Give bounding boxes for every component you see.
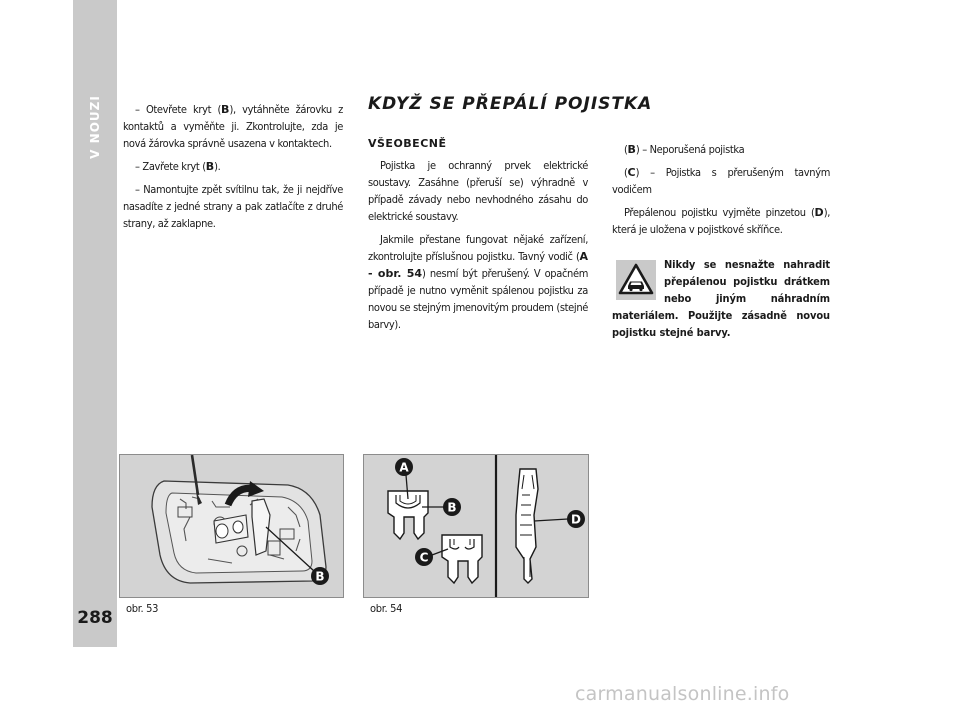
warning-car-triangle-icon	[616, 260, 656, 300]
subheading: VŠEOBECNĚ	[368, 137, 447, 150]
paragraph-check-fuse: Jakmile přestane fungovat nějaké zařízení, zkontrolujte příslušnou pojistku. Tavný vodič (A - obr. 54) nesmí být přerušený. V opačném případě je nutno vyměnit spálenou pojistku za novou se stejným jmenovitým proudem (stejné barvy).	[368, 233, 589, 331]
figure-54-fuses	[363, 454, 589, 598]
paragraph-remove-fuse: Přepálenou pojistku vyjměte pinzetou (D), která je uložena v pojistkové skříňce.	[612, 206, 830, 236]
caption-54: obr. 54	[370, 602, 403, 615]
label-c: C	[419, 550, 429, 565]
section-heading: KDYŽ SE PŘEPÁLÍ POJISTKA	[368, 94, 653, 114]
label-b: B	[447, 500, 457, 515]
watermark: carmanualsonline.info	[575, 683, 790, 705]
caption-53: obr. 53	[126, 602, 159, 615]
fuse-illustration	[364, 455, 589, 598]
figure-53-lamp	[119, 454, 344, 598]
sidebar	[73, 0, 117, 647]
warning-box	[612, 256, 830, 341]
label-d: D	[571, 512, 581, 527]
paragraph-refit-lamp: – Namontujte zpět svítilnu tak, že ji nejdříve nasadíte z jedné strany a pak zatlačíte z druhé strany, až zaklapne.	[123, 183, 343, 230]
label-a: A	[399, 460, 409, 475]
warning-text: Nikdy se nesnažte nahradit přepálenou pojistku drátkem nebo jiným náhradním materiálem. Použijte zásadně novou pojistku stejné barvy.	[612, 258, 830, 339]
section-title: V NOUZI	[88, 95, 102, 159]
legend-c: (C) – Pojistka s přerušeným tavným vodičem	[612, 166, 830, 196]
paragraph-fuse-general: Pojistka je ochranný prvek elektrické soustavy. Zasáhne (přeruší se) výhradně v případě závady nebo nevhodného zásahu do elektrické soustavy.	[368, 159, 588, 223]
paragraph-close-cover: – Zavřete kryt (B).	[135, 160, 221, 173]
legend-b: (B) – Neporušená pojistka	[624, 143, 745, 156]
page-number: 288	[77, 608, 113, 628]
lamp-illustration	[120, 455, 344, 598]
paragraph-open-cover: – Otevřete kryt (B), vytáhněte žárovku z kontaktů a vyměňte ji. Zkontrolujte, zda je nová žárovka správně usazena v kontaktech.	[123, 103, 344, 150]
column-2	[368, 94, 653, 333]
column-3	[612, 141, 830, 238]
column-1	[123, 101, 343, 232]
label-b: B	[315, 569, 325, 584]
